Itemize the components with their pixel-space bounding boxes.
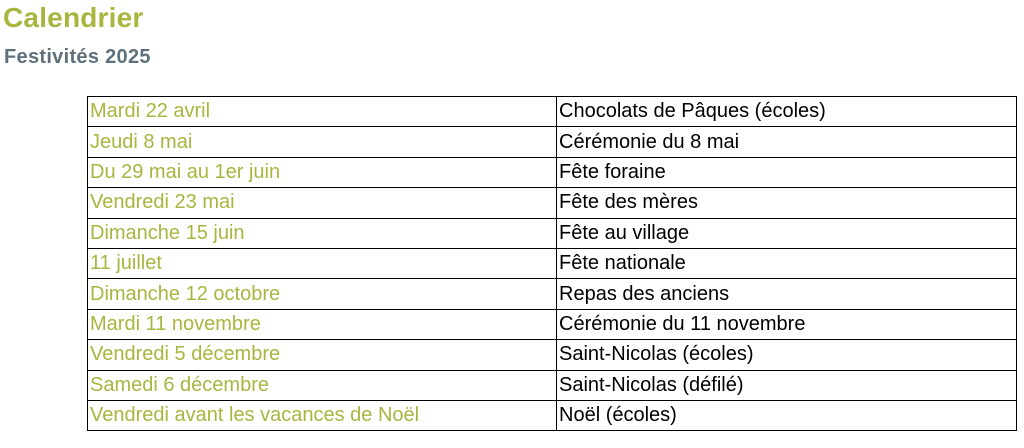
event-name: Fête nationale xyxy=(557,248,1017,278)
event-date: Mardi 11 novembre xyxy=(88,309,557,339)
event-date: Dimanche 12 octobre xyxy=(88,279,557,309)
table-row xyxy=(88,279,1017,309)
event-name: Cérémonie du 8 mai xyxy=(557,127,1017,157)
table-row xyxy=(88,157,1017,187)
table-row xyxy=(88,400,1017,430)
event-name: Saint-Nicolas (écoles) xyxy=(557,340,1017,370)
event-date: Vendredi 5 décembre xyxy=(88,340,557,370)
event-date: 11 juillet xyxy=(88,248,557,278)
table-row xyxy=(88,127,1017,157)
events-table xyxy=(87,96,1017,431)
table-row xyxy=(88,218,1017,248)
event-name: Fête foraine xyxy=(557,157,1017,187)
event-name: Fête des mères xyxy=(557,188,1017,218)
event-date: Du 29 mai au 1er juin xyxy=(88,157,557,187)
event-name: Noël (écoles) xyxy=(557,400,1017,430)
event-date: Samedi 6 décembre xyxy=(88,370,557,400)
event-name: Cérémonie du 11 novembre xyxy=(557,309,1017,339)
event-date: Mardi 22 avril xyxy=(88,97,557,127)
page-title: Calendrier xyxy=(3,2,144,33)
table-row xyxy=(88,340,1017,370)
page-subtitle: Festivités 2025 xyxy=(4,46,151,68)
event-name: Chocolats de Pâques (écoles) xyxy=(557,97,1017,127)
table-row xyxy=(88,248,1017,278)
table-row xyxy=(88,188,1017,218)
event-name: Fête au village xyxy=(557,218,1017,248)
table-row xyxy=(88,370,1017,400)
table-row xyxy=(88,97,1017,127)
event-date: Jeudi 8 mai xyxy=(88,127,557,157)
event-date: Vendredi avant les vacances de Noël xyxy=(88,400,557,430)
event-date: Dimanche 15 juin xyxy=(88,218,557,248)
table-row xyxy=(88,309,1017,339)
event-name: Saint-Nicolas (défilé) xyxy=(557,370,1017,400)
event-name: Repas des anciens xyxy=(557,279,1017,309)
event-date: Vendredi 23 mai xyxy=(88,188,557,218)
